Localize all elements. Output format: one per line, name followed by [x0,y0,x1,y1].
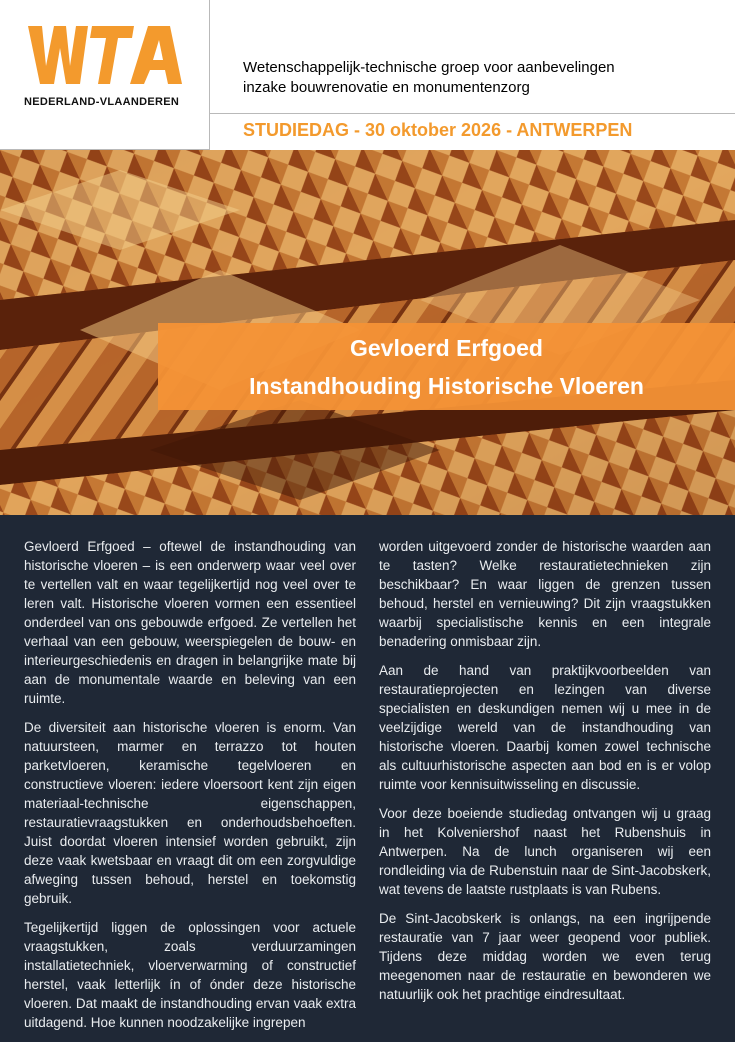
logo-subtitle: NEDERLAND-VLAANDEREN [24,96,180,108]
header [0,0,735,150]
paragraph: Aan de hand van praktijkvoorbeelden van restauratieprojecten en lezingen van diverse specialisten en deskundigen nemen wij u mee in de veelzijdige wereld van de instandhouding van historische vloeren. Daarbij komen zowel technische als cultuurhistorische aspecten aan bod en is er volop ruimte voor kennisuitwisseling en discussie. [379,663,711,792]
event-line: STUDIEDAG - 30 oktober 2026 - ANTWERPEN [243,120,633,140]
title-line-1: Gevloerd Erfgoed [350,335,543,361]
tagline [243,58,723,98]
tagline-line-2: inzake bouwrenovatie en monumentenzorg [243,79,530,96]
text-column-right [379,537,711,1014]
paragraph: worden uitgevoerd zonder de historische waarden aan te tasten? Welke restauratietechnieken zijn beschikbaar? En waar liggen de grenzen tussen behoud, herstel en vernieuwing? Dit zijn vraagstukken waarbij specialistische kennis en een integrale benadering onmisbaar zijn. [379,539,711,649]
logo [0,0,210,150]
paragraph: De Sint-Jacobskerk is onlangs, na een ingrijpende restauratie van 7 jaar weer geopend voor publiek. Tijdens deze middag worden we even terug meegenomen naar de restauratie en bewonderen we natuurlijk ook het prachtige eindresultaat. [379,911,711,1002]
divider [210,113,735,114]
title-line-2: Instandhouding Historische Vloeren [249,373,644,399]
paragraph: Gevloerd Erfgoed – oftewel de instandhouding van historische vloeren – is een onderwerp waar veel over te vertellen valt en waar tegelijkertijd nog veel over te leren valt. Historische vloeren vormen een essentieel onderdeel van ons gebouwde erfgoed. Ze vertellen het verhaal van een gebouw, weerspiegelen de bouw- en interieurgeschiedenis en dragen in belangrijke mate bij aan de monumentale waarde en beleving van een ruimte. [24,539,356,706]
title-banner [158,323,735,410]
tagline-line-1: Wetenschappelijk-technische groep voor aanbevelingen [243,59,615,76]
wta-logo-icon [22,22,190,92]
paragraph: Tegelijkertijd liggen de oplossingen voor actuele vraagstukken, zoals verduurzamingen installatietechniek, vloerverwarming of constructief herstel, vaak letterlijk ín of ónder deze historische vloeren. Dat maakt de instandhouding ervan vaak extra uitdagend. Hoe kunnen noodzakelijke ingrepen [24,920,356,1030]
hero-image [0,150,735,515]
paragraph: Voor deze boeiende studiedag ontvangen wij u graag in het Kolveniershof naast het Rubenshuis in Antwerpen. Na de lunch organiseren wij een rondleiding via de Rubenstuin naar de Sint-Jacobskerk, wat tevens de laatste rustplaats is van Rubens. [379,806,711,897]
body-text-panel [0,515,735,1042]
text-column-left [24,537,356,1042]
paragraph: De diversiteit aan historische vloeren is enorm. Van natuursteen, marmer en terrazzo tot houten parketvloeren, keramische tegelvloeren en constructieve vloeren: iedere vloersoort kent zijn eigen materiaal-technische eigenschappen, restauratievraagstukken en onderhoudsbehoeften. Juist doordat vloeren intensief worden gebruikt, zijn deze vaak kwetsbaar en vraagt dit om een zorgvuldige afweging tussen behoud, herstel en toekomstig gebruik. [24,720,356,906]
